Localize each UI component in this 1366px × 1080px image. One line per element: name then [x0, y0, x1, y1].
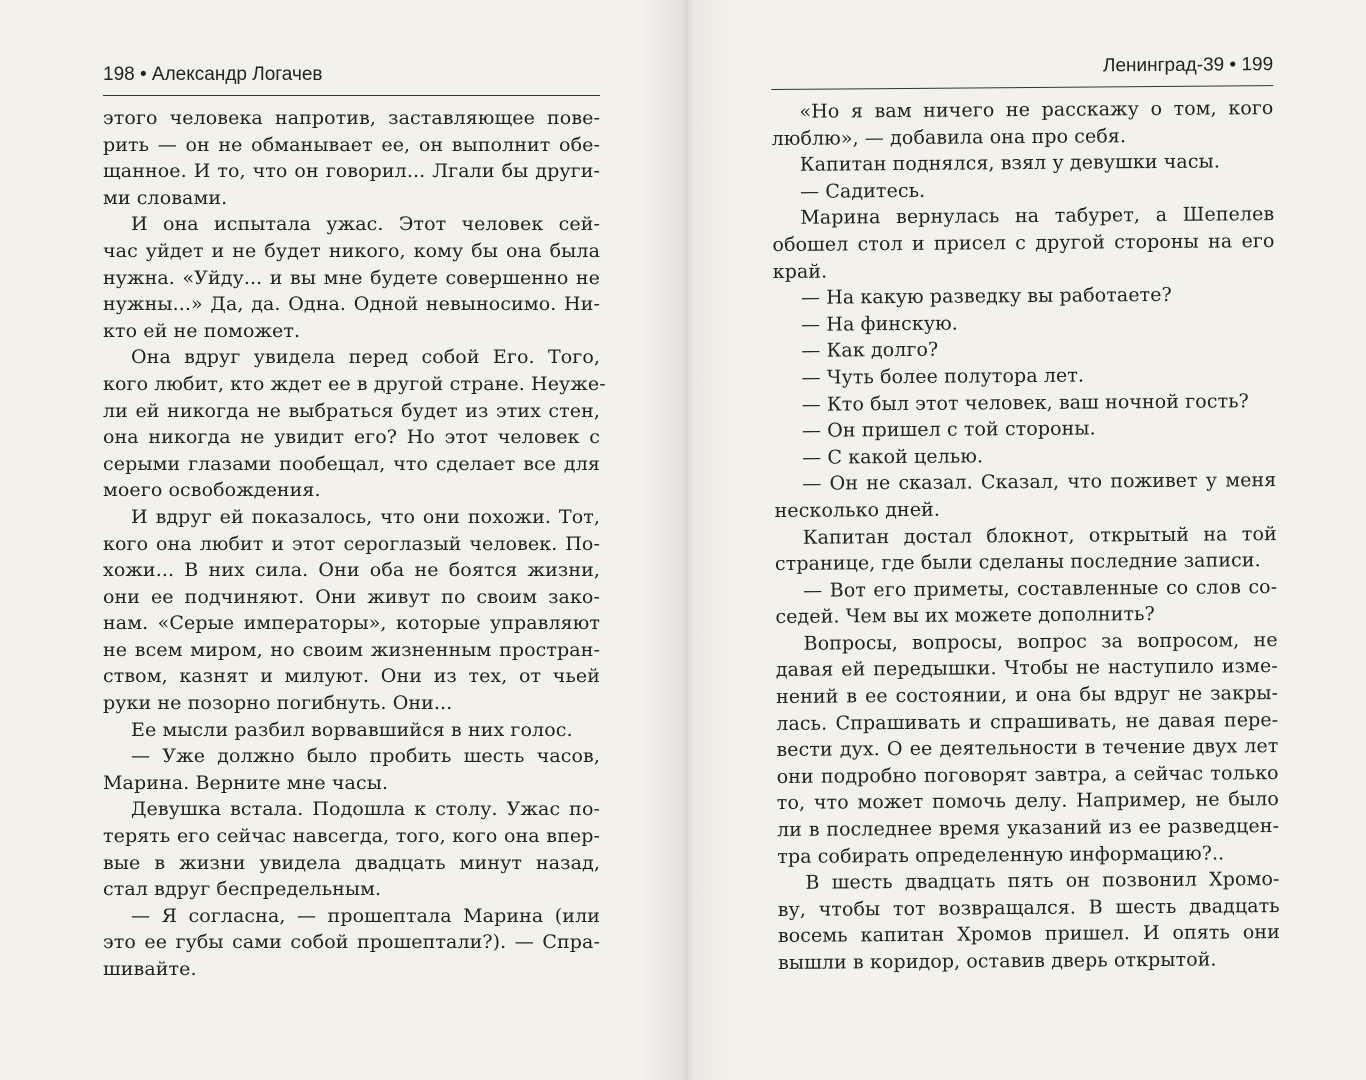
header-rule [771, 85, 1273, 90]
text-line: стал вдруг беспредельным. [103, 878, 382, 901]
text-line: Капитан достал блокнот, открытый на той [802, 522, 1277, 549]
text-line: давая ей передышки. Чтобы не наступило изме- [775, 655, 1278, 682]
text-line: то, что может помочь делу. Например, не было [776, 788, 1279, 815]
text-line: — Садитесь. [799, 179, 926, 203]
text-line: нам. «Серые императоры», которые управляют [103, 612, 600, 635]
text-line: терять его сейчас навсегда, того, кого она впер- [103, 825, 600, 848]
text-line: В шесть двадцать пять он позвонил Хромо- [805, 868, 1280, 894]
right-page [771, 50, 1280, 977]
text-line: вые в жизни увидела двадцать минут назад, [103, 851, 600, 874]
left-page-body [103, 105, 606, 983]
right-page-header: Ленинград-39 • 199 [1102, 54, 1274, 77]
text-line: руки не позорно погибнуть. Они... [103, 692, 453, 715]
text-line: лась. Спрашивать и спрашивать, не давая пере- [776, 708, 1279, 735]
text-line: тра собирать определенную информацию?.. [777, 842, 1225, 868]
text-line: вести дух. О ее деятельности в течение двух лет [776, 735, 1279, 762]
text-line: Марина вернулась на табурет, а Шепелев [800, 203, 1275, 230]
text-line: шивайте. [103, 958, 197, 980]
text-line: — Как долго? [801, 339, 939, 363]
text-line: Она вдруг увидела перед собой Его. Того, [131, 346, 600, 369]
text-line: странице, где были сделаны последние записи. [774, 549, 1261, 576]
text-line: И вдруг ей показалось, что они похожи. Тот, [131, 505, 600, 528]
text-line: ли в последнее время указаний из ее разведцен- [777, 815, 1280, 842]
text-line: Вопросы, вопросы, вопрос за вопросом, не [803, 628, 1278, 655]
text-line: вышли в коридор, оставив дверь открытой. [778, 948, 1217, 974]
text-line: нужны...» Да, да. Одна. Одной невыносимо. Ни- [103, 293, 600, 316]
text-line: Ее мысли разбил ворвавшийся в них голос. [131, 718, 573, 741]
text-line: — На финскую. [801, 312, 958, 336]
text-line: кто ей не поможет. [103, 319, 301, 342]
text-line: — С какой целью. [802, 445, 984, 469]
text-line: — Кто был этот человек, ваш ночной гость? [801, 389, 1249, 416]
text-line: хожи... В них сила. Они оба не боятся жизни, [103, 559, 600, 582]
book-gutter-shadow [640, 0, 730, 1080]
text-line: они подробно поговорят завтра, а сейчас только [776, 761, 1279, 788]
text-line: несколько дней. [774, 498, 941, 522]
text-line: — Я согласна, — прошептала Марина (или [131, 904, 600, 927]
text-line: щанное. И то, что он говорил... Лгали бы други- [103, 160, 600, 183]
text-line: не всем миром, но своим жизненным простран- [103, 638, 600, 661]
text-line: нений в ее состоянии, и она бы вдруг не закры- [775, 682, 1279, 709]
text-line: кого любит, кто ждет ее в другой стране. Неуже- [103, 372, 606, 395]
left-page-header: 198 • Александр Логачев [103, 64, 323, 85]
text-line: — Он пришел с той стороны. [801, 417, 1096, 442]
text-line: ли ей никогда не выбраться будет из этих стен, [103, 399, 600, 422]
text-line: Капитан поднялся, взял у девушки часы. [799, 150, 1221, 176]
text-line: И она испытала ужас. Этот человек сей- [131, 213, 600, 236]
text-line: ством, казнят и милуют. Они из тех, от чьей [103, 665, 600, 688]
text-line: седей. Чем вы их можете дополнить? [775, 603, 1155, 629]
header-rule [103, 95, 600, 96]
text-line: нужна. «Уйду... и вы мне будете совершенно не [103, 266, 600, 289]
text-line: час уйдет и не будет никого, кому бы она была [103, 239, 600, 262]
text-line: — Уже должно было пробить шесть часов, [131, 745, 600, 768]
right-page-body [771, 95, 1280, 977]
left-page [103, 60, 606, 983]
text-line: это ее губы сами собой прошептали?). — Спра- [103, 931, 600, 954]
text-line: они ее подчиняют. Они живут по своим зако- [103, 585, 600, 608]
text-line: «Но я вам ничего не расскажу о том, кого [799, 97, 1274, 123]
text-line: люблю», — добавила она про себя. [771, 124, 1127, 150]
text-line: ми словами. [103, 186, 228, 209]
text-line: ву, чтобы тот возвращался. В шесть двадцать [777, 894, 1280, 921]
text-line: обошел стол и присел с другой стороны на его [772, 230, 1275, 256]
text-line: — Он не сказал. Сказал, что поживет у меня [802, 469, 1277, 496]
text-line: — На какую разведку вы работаете? [800, 284, 1172, 309]
text-line: рить — он не обманывает ее, он выполнит обе- [103, 133, 600, 156]
text-line: — Чуть более полутора лет. [801, 364, 1085, 389]
text-line: этого человека напротив, заставляющее пове- [103, 107, 600, 129]
text-line: Марина. Верните мне часы. [103, 771, 389, 794]
text-line: моего освобождения. [103, 479, 321, 502]
text-line: — Вот его приметы, составленные со слов со- [803, 575, 1278, 602]
text-line: серыми глазами пообещал, что сделает все для [103, 452, 600, 475]
text-line: край. [772, 260, 828, 283]
text-line: Девушка встала. Подошла к столу. Ужас по- [131, 798, 600, 821]
text-line: восемь капитан Хромов пришел. И опять они [777, 921, 1281, 948]
text-line: кого она любит и этот сероглазый человек. По- [103, 532, 600, 555]
text-line: она никогда не увидит его? Но этот человек с [103, 426, 600, 449]
